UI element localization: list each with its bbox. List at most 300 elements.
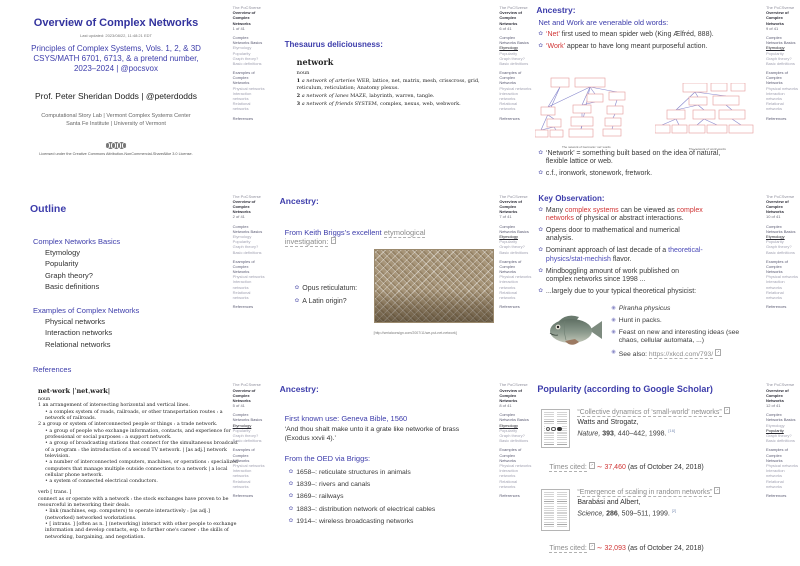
outline-item-interaction[interactable]: Interaction networks [45, 328, 113, 338]
bullet-row [295, 298, 363, 307]
sidebar-deck-title: Overview of Complex Networks [499, 198, 522, 215]
net-etymology-tree-figure [535, 77, 637, 149]
slide-heading: Ancestry: [279, 384, 319, 395]
lead-text: From Keith Briggs’s excellent [284, 227, 384, 237]
flower-bullet-icon: ✿ [538, 226, 543, 233]
slide-sidebar [233, 382, 266, 498]
sidebar-toc-examples[interactable]: Examples of Complex Networks [499, 70, 522, 86]
sidebar-deck-title: Overview of Complex Networks [765, 198, 789, 215]
slide-sidebar [766, 5, 799, 121]
slide-dictionary [0, 377, 267, 566]
series-line-1: Principles of Complex Systems, Vols. 1, 2, & 3D [31, 44, 201, 53]
sidebar-toc-etymology[interactable]: Etymology [499, 233, 518, 239]
sidebar-toc-graph-theory[interactable]: Graph theory? [765, 55, 792, 61]
external-link-icon[interactable]: ↗ [715, 487, 719, 492]
flower-bullet-icon: ✿ [288, 468, 294, 475]
sidebar-toc-popularity[interactable]: Popularity [499, 427, 518, 433]
sidebar-toc-basics[interactable]: Complex Networks Basics [232, 223, 263, 234]
flower-bullet-icon: ✿ [538, 169, 543, 176]
times-cited-line [549, 462, 703, 471]
sidebar-toc-references[interactable]: References [232, 492, 254, 498]
bullet-text [546, 247, 706, 264]
sidebar-toc-references[interactable]: References [499, 492, 520, 498]
sidebar-toc-basics[interactable]: Complex Networks Basics [765, 412, 796, 423]
noun-sense-2d: • a system of connected electrical conductors. [45, 479, 158, 485]
flower-bullet-icon: ✿ [294, 284, 300, 291]
timeline-item: 1883–: distribution network of electrical cables [296, 505, 436, 513]
thesaurus-sense-3 [297, 101, 482, 108]
noun-sense-2a: • a group of people who exchange information, contacts, and experience for professional or social purposes : a support network. [45, 428, 231, 440]
journal-volume: 393 [600, 429, 614, 437]
paper-title-text[interactable]: “Collective dynamics of ‘small-world’ networks” [577, 409, 722, 417]
sidebar-toc-interaction[interactable]: Interaction networks [499, 279, 518, 290]
bullet-text-rest: appear to have long meant purposeful action. [564, 43, 708, 51]
pocsverse-brand: The PoCSverse [499, 193, 528, 199]
list-text: Hunt in packs. [618, 316, 662, 324]
thesaurus-sense-1 [297, 78, 482, 92]
sidebar-toc-physical[interactable]: Physical networks [499, 274, 532, 280]
sidebar-toc-basic-definitions[interactable]: Basic definitions [232, 438, 262, 444]
text-part: Dominant approach of last decade of a [545, 247, 669, 255]
xkcd-link[interactable]: https://xkcd.com/793/ [648, 351, 714, 359]
thumbnail-figures [545, 426, 562, 432]
times-cited-line [549, 543, 703, 552]
sidebar-toc-basics[interactable]: Complex Networks Basics [765, 223, 796, 234]
sense-example: a network of arteries [301, 78, 356, 85]
sidebar-toc-interaction[interactable]: Interaction networks [765, 279, 785, 290]
sidebar-toc-relational[interactable]: Relational networks [499, 478, 518, 489]
sidebar-deck-title: Overview of Complex Networks [232, 10, 256, 26]
sidebar-toc-references[interactable]: References [765, 115, 787, 121]
sidebar-deck-title: Overview of Complex Networks [232, 198, 256, 215]
list-text [619, 349, 721, 359]
opus-reticulatum-photo [374, 249, 494, 323]
paper-journal-line [577, 508, 766, 519]
citation-count: ∼ 37,460 [596, 464, 626, 472]
text-part: of physical or abstract interactions. [573, 215, 684, 223]
sidebar-toc-basics[interactable]: Complex Networks Basics [765, 34, 796, 46]
paper-title[interactable] [577, 407, 766, 418]
lower-bullets [538, 150, 733, 181]
sidebar-toc-physical[interactable]: Physical networks [499, 85, 532, 91]
bullet-text [546, 31, 714, 39]
part-of-speech: noun [38, 396, 51, 402]
text-part: flavor. [610, 255, 632, 263]
sidebar-page-indicator: 2 of 41 [232, 214, 245, 220]
etymology-trees [535, 77, 775, 151]
flower-bullet-icon: ✿ [288, 505, 294, 512]
thesaurus-sense-2 [297, 93, 482, 100]
slide-heading: Thesaurus deliciousness: [284, 40, 383, 49]
reference-number[interactable]: [2] [671, 507, 677, 513]
sidebar-toc-graph-theory[interactable]: Graph theory? [765, 433, 792, 438]
sidebar-toc-references[interactable]: References [499, 115, 520, 121]
sidebar-toc-etymology[interactable]: Etymology [765, 422, 785, 428]
sidebar-toc-graph-theory[interactable]: Graph theory? [499, 244, 525, 250]
sidebar-toc-references[interactable]: References [499, 304, 520, 310]
sidebar-toc-basic-definitions[interactable]: Basic definitions [765, 438, 795, 444]
bullet-row [538, 227, 726, 244]
external-link-icon[interactable]: ↗ [332, 237, 335, 242]
sidebar-toc-examples[interactable]: Examples of Complex Networks [765, 258, 788, 275]
journal-name: Nature, [577, 429, 601, 437]
paper-thumbnail [541, 489, 570, 531]
timeline-item: 1658–: reticulate structures in animals [296, 468, 411, 476]
sidebar-toc-interaction[interactable]: Interaction networks [765, 468, 785, 479]
flower-bullet-icon: ✿ [538, 43, 543, 50]
sidebar-toc-relational[interactable]: Relational networks [232, 478, 251, 489]
deck-main-title: Overview of Complex Networks [33, 17, 199, 29]
sidebar-toc-interaction[interactable]: Interaction networks [499, 468, 518, 479]
outline-item-graph-theory[interactable]: Graph theory? [45, 270, 93, 280]
sidebar-deck-title: Overview of Complex Networks [765, 387, 789, 403]
sidebar-toc-interaction[interactable]: Interaction networks [232, 468, 252, 479]
series-line-3: 2023–2024 | @pocsvox [73, 64, 159, 73]
sidebar-toc-popularity[interactable]: Popularity [232, 239, 251, 245]
work-etymology-tree-figure [655, 83, 759, 151]
complex-systems-term: complex systems [564, 206, 619, 214]
bullet-row [288, 478, 534, 489]
bullet-row [538, 170, 733, 178]
cc-nc-icon [117, 142, 122, 148]
bullet-text: A Latin origin? [302, 298, 347, 306]
outline-group-basics[interactable]: Complex Networks Basics [33, 236, 121, 246]
piranha-species: Piranha physicus [618, 304, 671, 312]
sidebar-toc-relational[interactable]: Relational networks [232, 101, 251, 112]
external-link-icon[interactable]: ↗ [716, 349, 720, 354]
sense-example: a network of lanes [301, 93, 349, 100]
paper-authors: Barabási and Albert, [577, 498, 641, 506]
circle-bullet-icon: ◉ [611, 316, 616, 323]
sidebar-toc-popularity[interactable]: Popularity [499, 239, 518, 245]
slide-sidebar [499, 5, 532, 121]
sidebar-toc-basic-definitions[interactable]: Basic definitions [499, 249, 529, 255]
sidebar-toc-references[interactable]: References [232, 304, 254, 310]
bullet-text [546, 207, 706, 224]
slide-sidebar [499, 194, 532, 310]
sidebar-toc-basics[interactable]: Complex Networks Basics [499, 412, 529, 423]
bullet-text: c.f., ironwork, stonework, fretwork. [545, 169, 653, 177]
sidebar-toc-graph-theory[interactable]: Graph theory? [765, 244, 792, 250]
sidebar-toc-relational[interactable]: Relational networks [765, 478, 784, 489]
flower-bullet-icon: ✿ [538, 287, 543, 294]
pocsverse-brand: The PoCSverse [765, 193, 795, 199]
paper-citation [577, 487, 766, 518]
photo-caption-url[interactable]: [http://serialconsign.com/2007/11/we-put-net-network] [373, 330, 457, 335]
slide-geneva-ancestry [267, 377, 534, 566]
reference-number[interactable]: [16] [668, 427, 676, 433]
sense-number: 1 [296, 78, 301, 85]
sidebar-toc-physical[interactable]: Physical networks [765, 462, 798, 468]
outline-item-popularity[interactable]: Popularity [45, 259, 79, 269]
pocsverse-brand: The PoCSverse [232, 382, 261, 388]
flower-bullet-icon: ✿ [538, 206, 543, 213]
paper-barabasi-albert [541, 487, 766, 518]
slide-sidebar [233, 194, 266, 310]
sidebar-toc-basic-definitions[interactable]: Basic definitions [765, 249, 795, 255]
sidebar-toc-basic-definitions[interactable]: Basic definitions [499, 438, 529, 444]
bullet-row [538, 207, 726, 224]
bullet-row [538, 288, 726, 296]
slide-key-observation [533, 189, 800, 378]
sidebar-toc-popularity[interactable]: Popularity [765, 239, 784, 245]
sidebar-toc-examples[interactable]: Examples of Complex Networks [232, 70, 255, 86]
outline-group-references[interactable]: References [33, 365, 72, 375]
flower-bullet-icon: ✿ [288, 517, 294, 524]
list-item [611, 349, 761, 359]
slide-sidebar [233, 5, 266, 121]
affiliation-line-2: Santa Fe Institute | University of Vermont [66, 120, 166, 127]
etymology-link[interactable]: etymological investigation: [284, 227, 426, 247]
bullet-text: ‘Network’ = something built based on the idea of natural, flexible lattice or web. [545, 150, 721, 166]
paper-thumbnail [541, 409, 570, 448]
pocsverse-brand: The PoCSverse [499, 5, 528, 10]
sidebar-toc-references[interactable]: References [765, 492, 787, 498]
sidebar-toc-popularity[interactable]: Popularity [232, 427, 251, 433]
sidebar-toc-basic-definitions[interactable]: Basic definitions [232, 60, 262, 66]
sidebar-toc-relational[interactable]: Relational networks [499, 101, 518, 112]
noun-sense-2b: • a group of broadcasting stations that connect for the simultaneous broadcast of a program : the introduction of a second TV network. | [as adj.] network television. [45, 441, 238, 459]
journal-pages: , 440–442, 1998. [613, 429, 667, 437]
bullet-row [289, 518, 534, 526]
sidebar-toc-physical[interactable]: Physical networks [232, 462, 265, 468]
piranha-facts [611, 305, 761, 364]
sidebar-deck-title: Overview of Complex Networks [499, 10, 522, 26]
slide-briggs-ancestry [267, 189, 534, 378]
paper-title[interactable] [577, 487, 766, 498]
dictionary-entry [38, 387, 238, 541]
piranha-image [545, 309, 603, 354]
external-link-icon[interactable]: ↗ [590, 462, 594, 467]
cc-by-icon [111, 142, 116, 148]
sidebar-toc-popularity[interactable]: Popularity [765, 427, 784, 433]
bullet-text: Opens door to mathematical and numerical analysis. [545, 226, 680, 243]
part-of-speech: noun [296, 70, 310, 77]
sidebar-toc-etymology[interactable]: Etymology [765, 45, 785, 51]
license-text: Licensed under the Creative Commons Attribution-NonCommercial-ShareAlike 3.0 License. [39, 151, 193, 156]
sidebar-toc-examples[interactable]: Examples of Complex Networks [765, 447, 788, 463]
sidebar-toc-examples[interactable]: Examples of Complex Networks [765, 70, 788, 86]
sidebar-toc-graph-theory[interactable]: Graph theory? [232, 433, 259, 438]
timeline-item: 1914–: wireless broadcasting networks [296, 517, 414, 525]
stat-mech-link[interactable]: theoretical-physics/stat-mechish [545, 247, 703, 263]
journal-name: Science, [577, 509, 605, 517]
cc-icon [105, 142, 110, 148]
sense-number: 2 [296, 93, 301, 100]
sidebar-toc-popularity[interactable]: Popularity [765, 50, 784, 56]
flower-bullet-icon: ✿ [538, 31, 543, 37]
sidebar-page-indicator: 6 of 41 [499, 25, 512, 31]
slide-sidebar [766, 382, 799, 498]
sidebar-toc-interaction[interactable]: Interaction networks [232, 90, 252, 101]
outline-item-etymology[interactable]: Etymology [45, 248, 81, 258]
sense-example: a network of friends [301, 101, 354, 108]
bullet-row [289, 493, 534, 501]
text-part: See also: [618, 351, 649, 359]
slide-heading: Outline [30, 202, 67, 215]
affiliation-line-1: Computational Story Lab | Vermont Complex Systems Center [41, 113, 191, 119]
sidebar-toc-basics[interactable]: Complex Networks Basics [232, 34, 263, 46]
bullet-text: ...largely due to your typical theoretical physicist: [545, 287, 697, 295]
pocsverse-brand: The PoCSverse [232, 193, 261, 199]
sidebar-toc-relational[interactable]: Relational networks [499, 289, 518, 301]
bullet-text [546, 43, 708, 51]
sidebar-toc-interaction[interactable]: Interaction networks [765, 90, 785, 101]
slide-net-work-ancestry [533, 0, 800, 189]
outline-list [33, 237, 267, 375]
sidebar-toc-basics[interactable]: Complex Networks Basics [499, 34, 529, 46]
outline-group-examples[interactable]: Examples of Complex Networks [33, 305, 140, 315]
sidebar-toc-physical[interactable]: Physical networks [232, 85, 265, 91]
bullet-row [538, 247, 726, 264]
bullet-text: Opus reticulatum: [302, 284, 358, 292]
sidebar-toc-interaction[interactable]: Interaction networks [232, 279, 252, 290]
flower-bullet-icon: ✿ [538, 267, 543, 274]
oed-timeline [289, 469, 534, 525]
slide-title-page [0, 0, 267, 189]
flower-bullet-icon: ✿ [288, 493, 294, 500]
flower-bullet-icon: ✿ [538, 150, 543, 156]
sidebar-deck-title: Overview of Complex Networks [499, 387, 522, 403]
sidebar-toc-examples[interactable]: Examples of Complex Networks [499, 447, 522, 463]
verb-label: verb [ trans. ] [38, 490, 72, 496]
sidebar-deck-title: Overview of Complex Networks [232, 387, 256, 403]
work-term: ‘Work’ [545, 43, 565, 51]
sidebar-toc-physical[interactable]: Physical networks [765, 85, 798, 91]
verb-sense-1a: • link (machines, esp. computers) to operate interactively : [as adj.] (networked) networked workstations. [45, 509, 210, 521]
sidebar-page-indicator: 9 of 41 [765, 25, 779, 31]
series-line-2: CSYS/MATH 6701, 6713, & a pretend number, [33, 54, 199, 63]
keyobs-bullets [538, 207, 726, 297]
sidebar-toc-graph-theory[interactable]: Graph theory? [499, 55, 525, 61]
sidebar-toc-interaction[interactable]: Interaction networks [499, 90, 518, 101]
sidebar-toc-basics[interactable]: Complex Networks Basics [499, 223, 529, 234]
times-cited-link[interactable]: Times cited: [549, 464, 587, 472]
list-item [611, 305, 761, 313]
bullet-row [295, 285, 363, 294]
sidebar-page-indicator: 1 of 41 [232, 25, 245, 31]
author-line: Prof. Peter Sheridan Dodds | @peterdodds [34, 91, 198, 101]
tree-caption: The network of ‘work’ words [688, 147, 726, 151]
outline-item-relational[interactable]: Relational networks [45, 339, 111, 349]
sidebar-toc-relational[interactable]: Relational networks [232, 289, 251, 301]
sidebar-toc-etymology[interactable]: Etymology [765, 233, 785, 239]
citation-date: (as of October 24, 2018) [625, 464, 704, 472]
sidebar-toc-etymology[interactable]: Etymology [232, 45, 252, 51]
sidebar-page-indicator: 8 of 41 [499, 403, 512, 409]
times-cited-link[interactable]: Times cited: [549, 545, 587, 553]
sense-synonyms: MAZE, labyrinth, warren, tangle. [348, 93, 435, 100]
tree-caption: The network of Germanic ‘net’ words [561, 145, 611, 149]
flower-bullet-icon: ✿ [288, 481, 294, 488]
sidebar-toc-basics[interactable]: Complex Networks Basics [232, 412, 263, 423]
series-lines [0, 44, 232, 74]
verb-sense-1: connect as or operate with a network : the stock exchanges have proven to be resourceful in networking their deals. [38, 496, 229, 509]
slide-heading: Key Observation: [538, 193, 605, 203]
sidebar-toc-physical[interactable]: Physical networks [765, 274, 798, 280]
pocsverse-brand: The PoCSverse [499, 382, 528, 388]
sidebar-toc-physical[interactable]: Physical networks [499, 462, 532, 468]
sidebar-toc-popularity[interactable]: Popularity [499, 50, 518, 56]
net-term: ‘Net’ [545, 31, 560, 38]
affiliations [0, 113, 232, 129]
sidebar-toc-etymology[interactable]: Etymology [499, 422, 518, 428]
sidebar-toc-examples[interactable]: Examples of Complex Networks [232, 447, 255, 463]
slide-heading: Ancestry: [536, 5, 576, 15]
sidebar-toc-popularity[interactable]: Popularity [232, 50, 251, 56]
oed-heading: From the OED via Briggs: [284, 453, 371, 463]
sidebar-toc-examples[interactable]: Examples of Complex Networks [499, 258, 522, 275]
outline-item-physical[interactable]: Physical networks [45, 316, 106, 326]
thesaurus-headword: network [296, 57, 334, 67]
sidebar-toc-references[interactable]: References [765, 304, 787, 310]
sense-synonyms: WEB, lattice, net, matrix, mesh, crisscross, grid, reticulum, reticulation; Anatomy plexus. [296, 78, 480, 92]
paper-journal-line [577, 428, 766, 439]
pocsverse-brand: The PoCSverse [765, 382, 795, 388]
paper-citation [577, 407, 766, 438]
first-known-use-heading: First known use: Geneva Bible, 1560 [284, 414, 408, 424]
sidebar-toc-graph-theory[interactable]: Graph theory? [499, 433, 525, 438]
paper-authors: Watts and Strogatz, [577, 418, 639, 426]
journal-pages: , 509–511, 1999. [617, 509, 670, 517]
sidebar-toc-etymology[interactable]: Etymology [232, 233, 252, 239]
sidebar-toc-graph-theory[interactable]: Graph theory? [232, 244, 259, 250]
paper-title-text[interactable]: “Emergence of scaling in random networks” [577, 489, 713, 497]
sidebar-toc-etymology[interactable]: Etymology [499, 45, 518, 51]
bullet-row [538, 43, 723, 51]
slide-popularity [533, 377, 800, 566]
bullet-row [538, 150, 733, 167]
sidebar-toc-physical[interactable]: Physical networks [232, 274, 265, 280]
timeline-item: 1839–: rivers and canals [296, 481, 371, 489]
circle-bullet-icon: ◉ [611, 328, 616, 335]
sidebar-toc-relational[interactable]: Relational networks [765, 101, 784, 112]
paper-watts-strogatz [541, 407, 766, 438]
slide-thesaurus [267, 0, 534, 189]
sidebar-toc-basic-definitions[interactable]: Basic definitions [499, 60, 529, 66]
sidebar-toc-graph-theory[interactable]: Graph theory? [232, 55, 259, 61]
list-text: Feast on new and interesting ideas (see chaos, cellular automata, ...) [618, 328, 740, 345]
sidebar-page-indicator: 12 of 41 [765, 403, 781, 409]
sidebar-toc-etymology[interactable]: Etymology [232, 422, 252, 428]
sidebar-toc-examples[interactable]: Examples of Complex Networks [232, 258, 255, 275]
complex-networks-term: complex networks [545, 206, 703, 223]
sidebar-toc-basic-definitions[interactable]: Basic definitions [765, 60, 795, 66]
slide-heading: Popularity (according to Google Scholar) [537, 384, 713, 395]
sidebar-toc-basic-definitions[interactable]: Basic definitions [232, 249, 262, 255]
verb-sense-1b: • [ intrans. ] [often as n. ] (networking) interact with other people to exchange information and develop contacts, esp. to further one's career : the skills of networking, bargaining, and negotiation. [45, 522, 237, 540]
external-link-icon[interactable]: ↗ [725, 407, 729, 412]
dictionary-headword: net·work |ˈnetˌwərk| [38, 387, 111, 396]
sense-synonyms: SYSTEM, complex, nexus, web, webwork. [353, 101, 461, 108]
text-part: Many [545, 206, 565, 214]
sidebar-toc-references[interactable]: References [232, 115, 254, 121]
slide-heading: Ancestry: [279, 195, 319, 206]
noun-sense-2c: • a number of interconnected computers, machines, or operations : specialized computers that manage multiple outside connections to a network | a local cellular phone network. [45, 460, 238, 478]
external-link-icon[interactable]: ↗ [590, 543, 594, 548]
pocsverse-brand: The PoCSverse [232, 5, 261, 10]
slide-subheading: Net and Work are venerable old words: [538, 18, 669, 27]
circle-bullet-icon: ◉ [611, 304, 616, 311]
briggs-lead [285, 228, 445, 248]
text-part: can be viewed as [618, 206, 677, 214]
cc-sa-icon [122, 142, 127, 148]
list-item [611, 329, 761, 345]
outline-item-basic-definitions[interactable]: Basic definitions [45, 282, 100, 292]
sidebar-toc-relational[interactable]: Relational networks [765, 289, 784, 301]
sidebar-deck-title: Overview of Complex Networks [765, 10, 789, 26]
bullet-text: Mindboggling amount of work published on complex networks since 1998 ... [545, 267, 680, 283]
